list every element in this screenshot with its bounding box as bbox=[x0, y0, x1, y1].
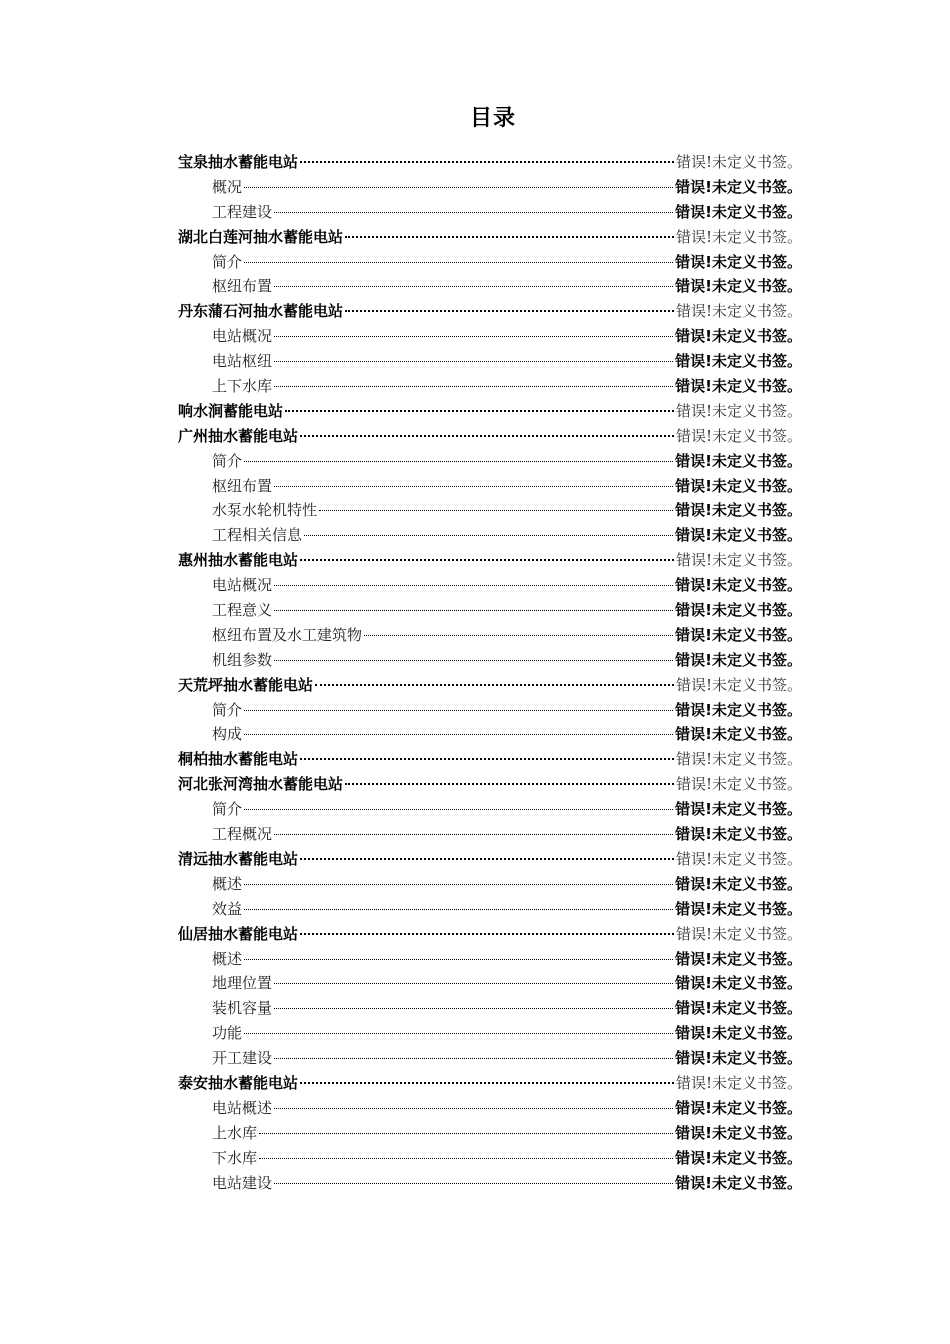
toc-dot-leader bbox=[315, 684, 674, 686]
toc-entry-text[interactable]: 简介 bbox=[212, 451, 243, 470]
toc-dot-leader bbox=[300, 758, 674, 760]
toc-entry-section[interactable] bbox=[178, 250, 802, 275]
toc-entry-text[interactable]: 桐柏抽水蓄能电站 bbox=[178, 750, 299, 769]
toc-page-ref[interactable]: 错误!未定义书签。 bbox=[675, 775, 802, 794]
toc-entry-section[interactable] bbox=[178, 897, 802, 922]
toc-entry-text[interactable]: 概述 bbox=[212, 874, 243, 893]
toc-page-ref[interactable]: 错误!未定义书签。 bbox=[675, 426, 802, 445]
toc-entry-text[interactable]: 丹东蒲石河抽水蓄能电站 bbox=[178, 302, 344, 321]
toc-list bbox=[178, 150, 802, 1195]
toc-entry-section[interactable] bbox=[178, 648, 802, 673]
toc-dot-leader bbox=[274, 1058, 673, 1059]
toc-entry-section[interactable] bbox=[178, 1096, 802, 1121]
toc-entry-text[interactable]: 清远抽水蓄能电站 bbox=[178, 849, 299, 868]
toc-entry-text[interactable]: 枢纽布置 bbox=[212, 476, 273, 495]
toc-entry-section[interactable] bbox=[178, 175, 802, 200]
toc-page-ref[interactable]: 错误!未定义书签。 bbox=[675, 825, 802, 844]
toc-dot-leader bbox=[274, 336, 673, 337]
toc-page-ref[interactable]: 错误!未定义书签。 bbox=[675, 1024, 802, 1043]
toc-page-ref[interactable]: 错误!未定义书签。 bbox=[675, 202, 802, 221]
toc-entry-section[interactable] bbox=[178, 1021, 802, 1046]
toc-entry-text[interactable]: 枢纽布置及水工建筑物 bbox=[212, 625, 363, 644]
toc-entry-section[interactable] bbox=[178, 274, 802, 299]
toc-entry-section[interactable] bbox=[178, 474, 802, 499]
toc-entry-section[interactable] bbox=[178, 1121, 802, 1146]
toc-entry-chapter[interactable] bbox=[178, 1071, 802, 1096]
toc-entry-section[interactable] bbox=[178, 698, 802, 723]
toc-entry-chapter[interactable] bbox=[178, 399, 802, 424]
toc-entry-section[interactable] bbox=[178, 947, 802, 972]
toc-entry-chapter[interactable] bbox=[178, 225, 802, 250]
toc-entry-text[interactable]: 电站建设 bbox=[212, 1173, 273, 1192]
toc-entry-section[interactable] bbox=[178, 598, 802, 623]
toc-dot-leader bbox=[345, 236, 674, 238]
toc-entry-section[interactable] bbox=[178, 374, 802, 399]
toc-entry-text[interactable]: 上下水库 bbox=[212, 377, 273, 396]
toc-entry-text[interactable]: 电站概况 bbox=[212, 576, 273, 595]
toc-dot-leader bbox=[244, 187, 673, 188]
toc-entry-section[interactable] bbox=[178, 523, 802, 548]
toc-entry-section[interactable] bbox=[178, 349, 802, 374]
toc-page-ref[interactable]: 错误!未定义书签。 bbox=[675, 401, 802, 420]
toc-page-ref[interactable]: 错误!未定义书签。 bbox=[675, 153, 802, 171]
toc-entry-text[interactable]: 概述 bbox=[212, 949, 243, 968]
toc-page-ref[interactable]: 错误!未定义书签。 bbox=[675, 849, 802, 868]
toc-entry-text[interactable]: 功能 bbox=[212, 1024, 243, 1043]
toc-dot-leader bbox=[274, 486, 673, 487]
toc-entry-text[interactable]: 工程意义 bbox=[212, 601, 273, 620]
toc-dot-leader bbox=[244, 809, 673, 810]
toc-entry-text[interactable]: 工程建设 bbox=[212, 202, 273, 221]
toc-dot-leader bbox=[244, 710, 673, 711]
toc-entry-text[interactable]: 枢纽布置 bbox=[212, 277, 273, 296]
toc-entry-section[interactable] bbox=[178, 623, 802, 648]
toc-dot-leader bbox=[274, 286, 673, 287]
toc-page-ref[interactable]: 错误!未定义书签。 bbox=[675, 252, 802, 271]
toc-dot-leader bbox=[274, 585, 673, 586]
toc-entry-text[interactable]: 惠州抽水蓄能电站 bbox=[178, 551, 299, 570]
toc-page-ref[interactable]: 错误!未定义书签。 bbox=[675, 974, 802, 993]
toc-dot-leader bbox=[274, 212, 673, 213]
toc-entry-section[interactable] bbox=[178, 1046, 802, 1071]
toc-entry-text[interactable]: 地理位置 bbox=[212, 974, 273, 993]
toc-dot-leader bbox=[274, 1108, 673, 1109]
toc-dot-leader bbox=[244, 461, 673, 462]
toc-entry-section[interactable] bbox=[178, 573, 802, 598]
toc-dot-leader bbox=[274, 1183, 673, 1184]
toc-page-ref[interactable]: 错误!未定义书签。 bbox=[675, 551, 802, 570]
toc-page-ref[interactable]: 错误!未定义书签。 bbox=[675, 451, 802, 470]
toc-page-ref[interactable]: 错误!未定义书签。 bbox=[675, 899, 802, 918]
toc-dot-leader bbox=[345, 310, 674, 312]
toc-entry-text[interactable]: 简介 bbox=[212, 800, 243, 819]
toc-entry-chapter[interactable] bbox=[178, 747, 802, 772]
toc-page-ref[interactable]: 错误!未定义书签。 bbox=[675, 476, 802, 495]
toc-entry-chapter[interactable] bbox=[178, 673, 802, 698]
toc-entry-section[interactable] bbox=[178, 200, 802, 225]
toc-entry-text[interactable]: 仙居抽水蓄能电站 bbox=[178, 924, 299, 943]
toc-dot-leader bbox=[274, 660, 673, 661]
toc-page-ref[interactable]: 错误!未定义书签。 bbox=[675, 277, 802, 296]
toc-entry-section[interactable] bbox=[178, 996, 802, 1021]
toc-page-ref[interactable]: 错误!未定义书签。 bbox=[675, 1049, 802, 1068]
toc-dot-leader bbox=[345, 783, 674, 785]
toc-entry-text[interactable]: 概况 bbox=[212, 177, 243, 196]
toc-entry-text[interactable]: 下水库 bbox=[212, 1148, 258, 1167]
toc-page-ref[interactable]: 错误!未定义书签。 bbox=[675, 725, 802, 744]
toc-dot-leader bbox=[319, 510, 673, 511]
toc-entry-text[interactable]: 响水涧蓄能电站 bbox=[178, 401, 284, 420]
toc-page-ref[interactable]: 错误!未定义书签。 bbox=[675, 352, 802, 371]
toc-dot-leader bbox=[300, 161, 674, 163]
toc-entry-section[interactable] bbox=[178, 324, 802, 349]
toc-dot-leader bbox=[300, 1082, 674, 1084]
toc-entry-chapter[interactable] bbox=[178, 548, 802, 573]
toc-page-ref[interactable]: 错误!未定义书签。 bbox=[675, 526, 802, 545]
toc-page-ref[interactable]: 错误!未定义书签。 bbox=[675, 601, 802, 620]
toc-page-ref[interactable]: 错误!未定义书签。 bbox=[675, 999, 802, 1018]
toc-dot-leader bbox=[274, 610, 673, 611]
toc-dot-leader bbox=[244, 262, 673, 263]
toc-page-ref[interactable]: 错误!未定义书签。 bbox=[675, 327, 802, 346]
toc-page-ref[interactable]: 错误!未定义书签。 bbox=[675, 377, 802, 396]
toc-entry-text[interactable]: 广州抽水蓄能电站 bbox=[178, 426, 299, 445]
toc-dot-leader bbox=[300, 933, 674, 935]
toc-entry-text[interactable]: 湖北白莲河抽水蓄能电站 bbox=[178, 227, 344, 246]
toc-entry-text[interactable]: 效益 bbox=[212, 899, 243, 918]
toc-page-ref[interactable]: 错误!未定义书签。 bbox=[675, 1073, 802, 1092]
toc-entry-section[interactable] bbox=[178, 872, 802, 897]
toc-dot-leader bbox=[244, 1033, 673, 1034]
toc-dot-leader bbox=[274, 983, 673, 984]
toc-page-ref[interactable]: 错误!未定义书签。 bbox=[675, 800, 802, 819]
toc-entry-text[interactable]: 河北张河湾抽水蓄能电站 bbox=[178, 775, 344, 794]
toc-page-ref[interactable]: 错误!未定义书签。 bbox=[675, 949, 802, 968]
toc-page-ref[interactable]: 错误!未定义书签。 bbox=[675, 924, 802, 943]
toc-page-ref[interactable]: 错误!未定义书签。 bbox=[675, 1098, 802, 1117]
toc-entry-text[interactable]: 水泵水轮机特性 bbox=[212, 501, 318, 520]
toc-dot-leader bbox=[259, 1158, 673, 1159]
toc-dot-leader bbox=[259, 1133, 673, 1134]
toc-entry-chapter[interactable] bbox=[178, 299, 802, 324]
toc-entry-section[interactable] bbox=[178, 822, 802, 847]
toc-entry-text[interactable]: 工程相关信息 bbox=[212, 526, 303, 545]
toc-page-ref[interactable]: 错误!未定义书签。 bbox=[675, 177, 802, 196]
toc-page-ref[interactable]: 错误!未定义书签。 bbox=[675, 1148, 802, 1167]
toc-entry-section[interactable] bbox=[178, 1171, 802, 1196]
toc-entry-text[interactable]: 机组参数 bbox=[212, 650, 273, 669]
toc-dot-leader bbox=[300, 559, 674, 561]
toc-entry-text[interactable]: 简介 bbox=[212, 252, 243, 271]
toc-page-ref[interactable]: 错误!未定义书签。 bbox=[675, 1173, 802, 1192]
toc-dot-leader bbox=[274, 1008, 673, 1009]
toc-entry-chapter[interactable] bbox=[178, 150, 802, 175]
toc-entry-text[interactable]: 简介 bbox=[212, 700, 243, 719]
toc-entry-chapter[interactable] bbox=[178, 922, 802, 947]
toc-entry-text[interactable]: 电站概述 bbox=[212, 1098, 273, 1117]
toc-entry-chapter[interactable] bbox=[178, 424, 802, 449]
toc-entry-section[interactable] bbox=[178, 722, 802, 747]
toc-entry-text[interactable]: 宝泉抽水蓄能电站 bbox=[178, 153, 299, 171]
toc-page-ref[interactable]: 错误!未定义书签。 bbox=[675, 501, 802, 520]
toc-dot-leader bbox=[304, 535, 673, 536]
toc-entry-text[interactable]: 装机容量 bbox=[212, 999, 273, 1018]
toc-entry-chapter[interactable] bbox=[178, 847, 802, 872]
toc-page-ref[interactable]: 错误!未定义书签。 bbox=[675, 227, 802, 246]
toc-dot-leader bbox=[244, 909, 673, 910]
toc-dot-leader bbox=[300, 435, 674, 437]
toc-entry-text[interactable]: 天荒坪抽水蓄能电站 bbox=[178, 675, 314, 694]
toc-title: 目录 bbox=[469, 106, 516, 131]
toc-entry-section[interactable] bbox=[178, 498, 802, 523]
toc-entry-section[interactable] bbox=[178, 1146, 802, 1171]
toc-entry-text[interactable]: 上水库 bbox=[212, 1123, 258, 1142]
toc-dot-leader bbox=[274, 361, 673, 362]
toc-dot-leader bbox=[300, 858, 674, 860]
toc-entry-text[interactable]: 电站概况 bbox=[212, 327, 273, 346]
toc-page-ref[interactable]: 错误!未定义书签。 bbox=[675, 650, 802, 669]
toc-page-ref[interactable]: 错误!未定义书签。 bbox=[675, 750, 802, 769]
toc-entry-text[interactable]: 电站枢纽 bbox=[212, 352, 273, 371]
toc-dot-leader bbox=[244, 884, 673, 885]
toc-entry-text[interactable]: 构成 bbox=[212, 725, 243, 744]
toc-entry-section[interactable] bbox=[178, 797, 802, 822]
toc-entry-text[interactable]: 泰安抽水蓄能电站 bbox=[178, 1073, 299, 1092]
toc-entry-chapter[interactable] bbox=[178, 772, 802, 797]
toc-page-ref[interactable]: 错误!未定义书签。 bbox=[675, 1123, 802, 1142]
toc-entry-text[interactable]: 开工建设 bbox=[212, 1049, 273, 1068]
toc-entry-section[interactable] bbox=[178, 971, 802, 996]
toc-dot-leader bbox=[244, 959, 673, 960]
toc-dot-leader bbox=[244, 734, 673, 735]
toc-dot-leader bbox=[274, 834, 673, 835]
toc-page-ref[interactable]: 错误!未定义书签。 bbox=[675, 302, 802, 321]
toc-page-ref[interactable]: 错误!未定义书签。 bbox=[675, 700, 802, 719]
toc-page-ref[interactable]: 错误!未定义书签。 bbox=[675, 675, 802, 694]
toc-dot-leader bbox=[364, 635, 673, 636]
toc-page-ref[interactable]: 错误!未定义书签。 bbox=[675, 576, 802, 595]
toc-entry-section[interactable] bbox=[178, 449, 802, 474]
toc-dot-leader bbox=[285, 410, 674, 412]
toc-page-ref[interactable]: 错误!未定义书签。 bbox=[675, 625, 802, 644]
toc-entry-text[interactable]: 工程概况 bbox=[212, 825, 273, 844]
toc-page-ref[interactable]: 错误!未定义书签。 bbox=[675, 874, 802, 893]
toc-dot-leader bbox=[274, 386, 673, 387]
